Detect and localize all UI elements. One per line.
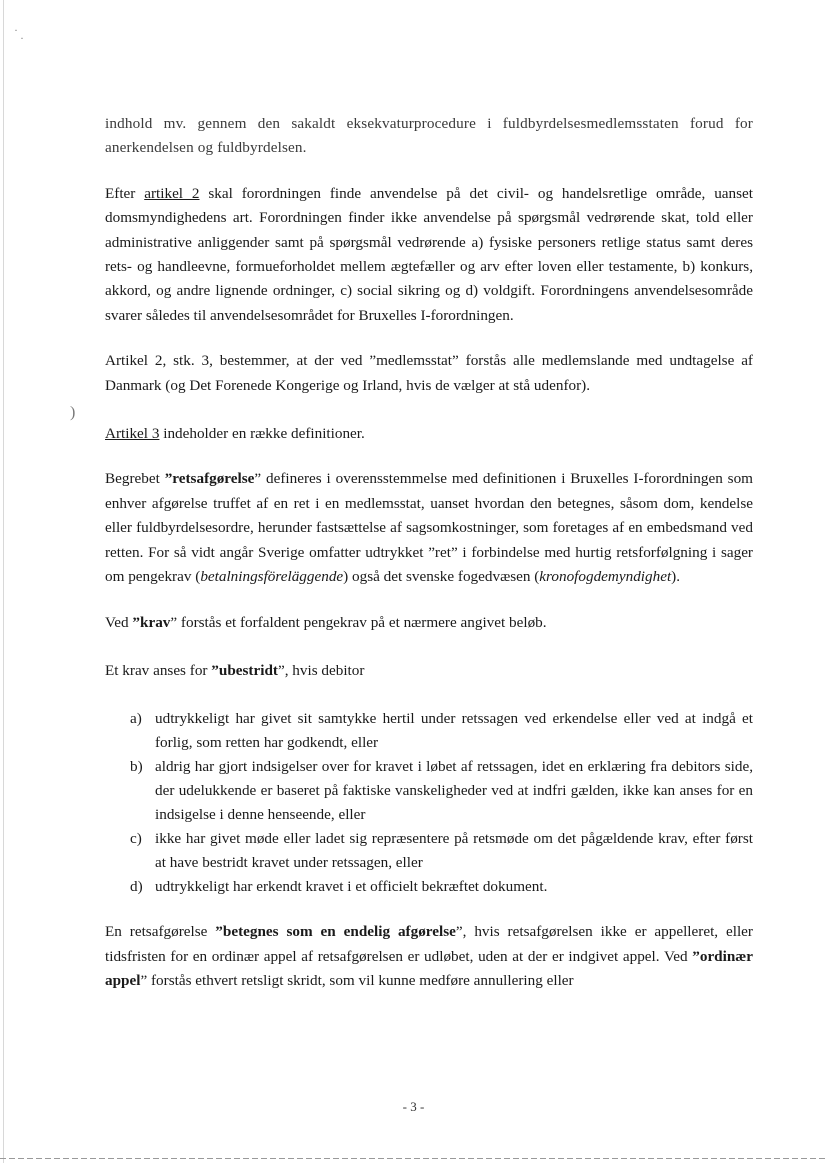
paragraph-artikel-3 xyxy=(105,422,753,446)
condition-list xyxy=(105,707,753,899)
text-run: ”, hvis retsafgørelsen ikke er appelleret, eller tidsfristen for en ordinær appel af retsafgørelsen er udløbet, uden at der er indgivet appel. Ved xyxy=(105,923,753,965)
list-item-text: ikke har givet møde eller ladet sig repræsentere på retsmøde om det pågældende krav, efter først at have bestridt kravet under retssagen, eller xyxy=(155,830,753,872)
text-run: skal forordningen finde anvendelse på det civil- og handelsretlige område, uanset domsmyndighedens art. Forordningen finder ikke anvendelse på spørgsmål vedrørende skat, told eller administrative anliggender samt på spørgsmål vedrørende a) fysiske personers retlige status samt deres rets- og handleevne, formueforholdet mellem ægtefæller og arv efter loven eller testamente, b) konkurs, akkord, og andre lignende ordninger, c) social sikring og d) voldgift. Forordningens anvendelsesområde svarer således til anvendelsesområdet for Bruxelles I-forordningen. xyxy=(105,184,753,324)
defined-term: ”krav xyxy=(132,613,171,631)
foreign-term: betalningsföreläggende xyxy=(200,568,344,586)
article-reference: artikel 2 xyxy=(144,184,200,202)
paragraph-krav xyxy=(105,611,753,635)
text-run: Et krav anses for xyxy=(105,661,212,679)
scan-speck: · xyxy=(14,23,18,37)
list-marker: a) xyxy=(130,710,142,728)
defined-term: ”ubestridt xyxy=(211,661,278,679)
article-reference: Artikel 3 xyxy=(105,425,160,443)
list-item-text: aldrig har gjort indsigelser over for kravet i løbet af retssagen, idet en erklæring fra debitors side, der udelukkende er baseret på faktiske vanskeligheder ved at indfri gælden, ikke kan anses for en indsigelse i denne henseende, eller xyxy=(155,758,753,824)
paragraph-retsafgorelse xyxy=(105,467,753,589)
list-item-text: udtrykkeligt har erkendt kravet i et officielt bekræftet dokument. xyxy=(155,878,548,896)
text-run: ” forstås et forfaldent pengekrav på et nærmere angivet beløb. xyxy=(170,613,547,631)
text-run: Ved xyxy=(105,613,133,631)
text-run: ) også det svenske fogedvæsen ( xyxy=(343,568,540,586)
text-run: En retsafgørelse xyxy=(105,923,216,941)
defined-term: ”betegnes som en endelig afgørelse xyxy=(215,923,456,941)
margin-bracket-mark: ) xyxy=(70,404,76,421)
paragraph-text: indhold mv. gennem den sakaldt eksekvaturprocedure i fuldbyrdelsesmedlemsstaten forud for anerkendelsen og fuldbyrdelsen. xyxy=(105,115,753,157)
text-run: Begrebet xyxy=(105,470,165,488)
text-run: Artikel 2, stk. 3, bestemmer, at der ved ”medlemsstat” forstås alle medlemslande med undtagelse af Danmark (og Det Forenede Kongerige og Irland, hvis de vælger at stå udenfor). xyxy=(105,352,753,394)
list-item xyxy=(105,707,753,755)
scan-edge xyxy=(3,0,4,1163)
paragraph-continuation xyxy=(105,112,753,161)
text-run: ”, hvis debitor xyxy=(277,661,365,679)
defined-term: ”ordinær appel xyxy=(105,947,753,990)
text-run: indeholder en række definitioner. xyxy=(159,425,365,443)
list-marker: d) xyxy=(130,878,143,896)
paragraph-ubestridt xyxy=(105,659,753,683)
paragraph-endelig-afgorelse xyxy=(105,920,753,993)
paragraph-artikel-2-stk-3 xyxy=(105,349,753,398)
list-item xyxy=(105,875,753,899)
document-body xyxy=(105,112,753,994)
list-item xyxy=(105,755,753,827)
page-number: - 3 - xyxy=(402,1099,425,1114)
defined-term: ”retsafgørelse xyxy=(164,470,255,488)
text-run: Efter xyxy=(105,184,145,202)
paragraph-artikel-2 xyxy=(105,182,753,328)
text-run: ” defineres i overensstemmelse med definitionen i Bruxelles I-forordningen som enhver afgørelse truffet af en ret i en medlemsstat, uanset hvordan den betegnes, såsom dom, kendelse eller fuldbyrdelsesordre, herunder fastsættelse af sagsomkostninger, som foretages af en embedsmand ved retten. For så vidt angår Sverige omfatter udtrykket ”ret” i forbindelse med hurtig retsforfølgning i sager om pengekrav ( xyxy=(105,470,753,586)
list-marker: b) xyxy=(130,758,143,776)
list-marker: c) xyxy=(130,830,142,848)
scan-bottom-edge xyxy=(0,1158,827,1159)
list-item xyxy=(105,827,753,875)
scan-speck: · xyxy=(20,31,24,45)
list-item-text: udtrykkeligt har givet sit samtykke hertil under retssagen ved erkendelse eller ved at indgå et forlig, som retten har godkendt, eller xyxy=(155,710,753,752)
text-run: ” forstås ethvert retsligt skridt, som vil kunne medføre annullering eller xyxy=(140,972,574,990)
foreign-term: kronofogdemyndighet xyxy=(539,568,672,586)
text-run: ). xyxy=(671,568,681,586)
